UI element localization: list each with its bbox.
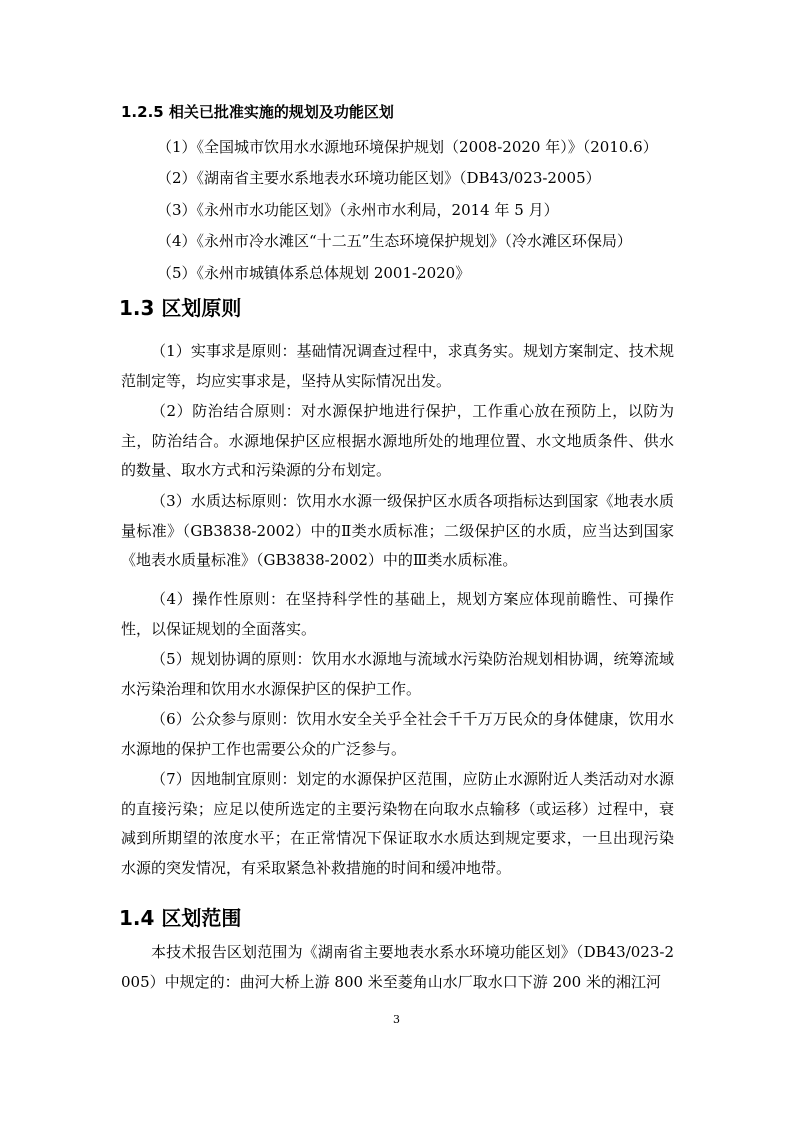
principle-paragraph: （6）公众参与原则：饮用水安全关乎全社会千千万万民众的身体健康，饮用水水源地的保护工作也需要公众的广泛参与。 (121, 710, 674, 758)
principle-paragraph: （2）防治结合原则：对水源保护地进行保护，工作重心放在预防上，以防为主，防治结合。水源地保护区应根据水源地所处的地理位置、水文地质条件、供水的数量、取水方式和污染源的分布划定。 (121, 402, 674, 479)
reference-item: （5）《永州市城镇体系总体规划 2001-2020》 (157, 264, 471, 282)
principle-paragraph: （7）因地制宜原则：划定的水源保护区范围，应防止水源附近人类活动对水源的直接污染；应足以使所选定的主要污染物在向取水点输移（或运移）过程中，衰减到所期望的浓度水平；在正常情况下保证取水水质达到规定要求，一旦出现污染水源的突发情况，有采取紧急补救措施的时间和缓冲地带。 (121, 770, 674, 877)
scope-paragraph: 本技术报告区划范围为《湖南省主要地表水系水环境功能区划》（DB43/023-2005）中规定的：曲河大桥上游 800 米至菱角山水厂取水口下游 200 米的湘江河 (121, 943, 674, 991)
reference-item: （4）《永州市冷水滩区“十二五”生态环境保护规划》（冷水滩区环保局） (157, 232, 632, 250)
reference-item: （2）《湖南省主要水系地表水环境功能区划》（DB43/023-2005） (157, 169, 601, 187)
page-number: 3 (393, 1013, 400, 1026)
principle-paragraph: （5）规划协调的原则：饮用水水源地与流域水污染防治规划相协调，统筹流域水污染治理和饮用水水源保护区的保护工作。 (121, 650, 674, 698)
reference-item: （1）《全国城市饮用水水源地环境保护规划（2008-2020 年）》（2010.6） (157, 138, 658, 156)
section-1-2-5-heading: 1.2.5 相关已批准实施的规划及功能区划 (121, 103, 394, 121)
principle-paragraph: （4）操作性原则：在坚持科学性的基础上，规划方案应体现前瞻性、可操作性，以保证规划的全面落实。 (121, 590, 674, 638)
principle-paragraph: （3）水质达标原则：饮用水水源一级保护区水质各项指标达到国家《地表水质量标准》（GB3838-2002）中的Ⅱ类水质标准；二级保护区的水质，应当达到国家《地表水质量标准》（GB3838-2002）中的Ⅲ类水质标准。 (121, 492, 674, 569)
section-1-4-heading: 1.4 区划范围 (119, 906, 242, 930)
principle-paragraph: （1）实事求是原则：基础情况调查过程中，求真务实。规划方案制定、技术规范制定等，均应实事求是，坚持从实际情况出发。 (121, 342, 674, 390)
reference-item: （3）《永州市水功能区划》（永州市水利局，2014 年 5 月） (157, 201, 559, 219)
section-1-3-heading: 1.3 区划原则 (119, 296, 242, 320)
